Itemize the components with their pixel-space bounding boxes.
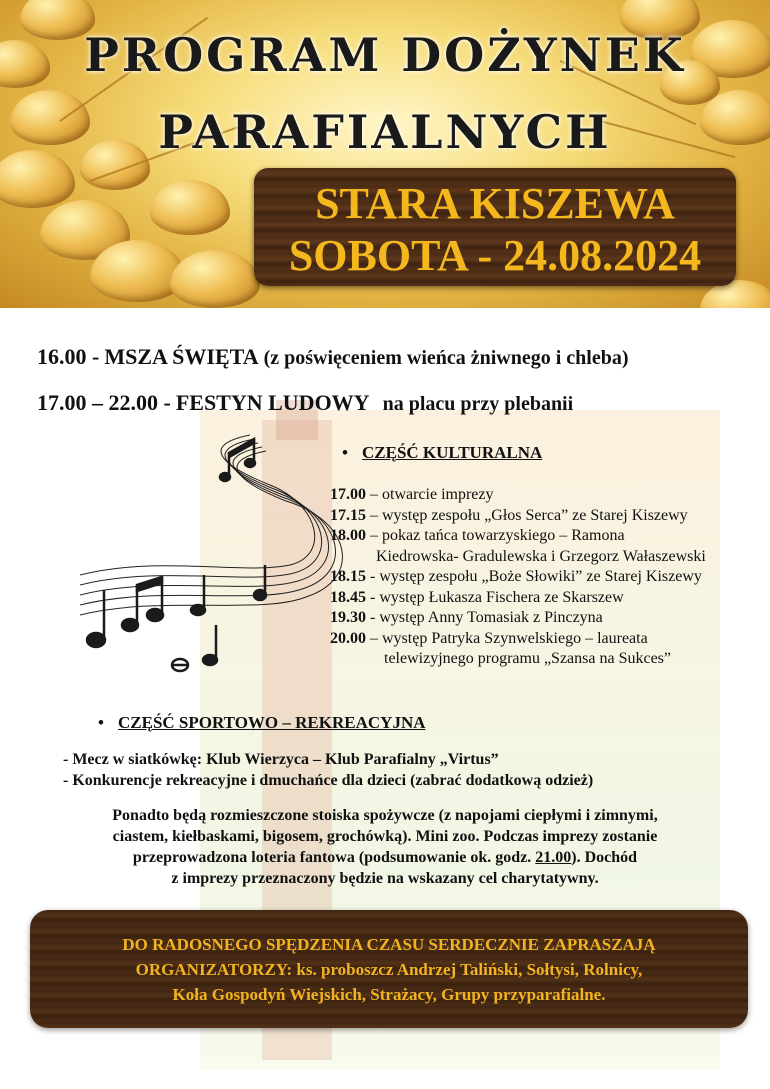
info-line: z imprezy przeznaczony będzie na wskazany cel charytatywny. [171,870,599,887]
organizers-line: ORGANIZATORZY: ks. proboszcz Andrzej Taliński, Sołtysi, Rolnicy, [135,960,643,979]
sport-item-recreation: - Konkurencje rekreacyjne i dmuchańce dla dzieci (zabrać dodatkową odzież) [63,772,594,789]
info-line: Ponadto będą rozmieszczone stoiska spożywcze (z napojami ciepłymi i zimnymi, [112,807,658,824]
mass-title: MSZA ŚWIĘTA [104,344,259,369]
additional-info-paragraph [60,805,710,889]
info-line: przeprowadzona loteria fantowa (podsumowanie ok. godz. 21.00). Dochód [132,849,638,866]
sport-item-volleyball: - Mecz w siatkówkę: Klub Wierzyca – Klub Parafialny „Virtus” [63,751,499,768]
wheat-grain [150,180,230,235]
place-date-banner [254,168,736,286]
program-item: 17.00 – otwarcie imprezy [330,486,494,503]
info-line: ciastem, kiełbaskami, bigosem, grochówką). Mini zoo. Podczas imprezy zostanie [112,828,658,845]
program-item: 18.45 - występ Łukasza Fischera ze Skarszew [330,588,624,606]
mass-time: 16.00 - [37,344,100,369]
program-item: 17.15 – występ zespołu „Głos Serca” ze Starej Kiszewy [330,506,688,524]
cultural-program-list [330,485,706,670]
wheat-grain [90,240,185,302]
invitation-line: DO RADOSNEGO SPĘDZENIA CZASU SERDECZNIE ZAPRASZAJĄ [122,935,656,954]
event-date: SOBOTA - 24.08.2024 [288,231,702,280]
program-item-continuation: Kiedrowska- Gradulewska i Grzegorz Wałaszewski [376,547,706,565]
wheat-header-background [0,0,770,308]
place-name: STARA KISZEWA [315,179,675,228]
program-item: 18.00 – pokaz tańca towarzyskiego – Ramona [330,527,625,544]
program-item: 20.00 – występ Patryka Szynwelskiego – laureata [330,629,648,647]
wheat-grain [170,250,260,308]
organizers-banner [30,910,748,1028]
mass-schedule-line [37,344,629,370]
festival-schedule-line [37,390,573,416]
program-item: 19.30 - występ Anny Tomasiak z Pinczyna [330,609,603,626]
title-line-1: PROGRAM DOŻYNEK [84,28,686,82]
cultural-section-heading: • CZĘŚĆ KULTURALNA [362,443,542,463]
festival-title: FESTYN LUDOWY [175,390,370,415]
lottery-time: 21.00 [535,849,572,866]
sport-program-list [63,749,593,791]
program-item: 18.15 - występ zespołu „Boże Słowiki” ze Starej Kiszewy [330,568,702,585]
mass-note: (z poświęceniem wieńca żniwnego i chleba) [263,347,629,369]
note-head [87,633,105,647]
music-notes-illustration [80,425,365,680]
sport-section-heading: • CZĘŚĆ SPORTOWO – REKREACYJNA [118,713,426,733]
festival-time: 17.00 – 22.00 - [37,390,171,415]
title-line-2: PARAFIALNYCH [158,105,612,159]
festival-note: na placu przy plebanii [382,393,574,415]
program-item-continuation: telewizyjnego programu „Szansa na Sukces” [384,650,672,667]
organizers-line: Koła Gospodyń Wiejskich, Strażacy, Grupy przyparafialne. [172,985,606,1004]
